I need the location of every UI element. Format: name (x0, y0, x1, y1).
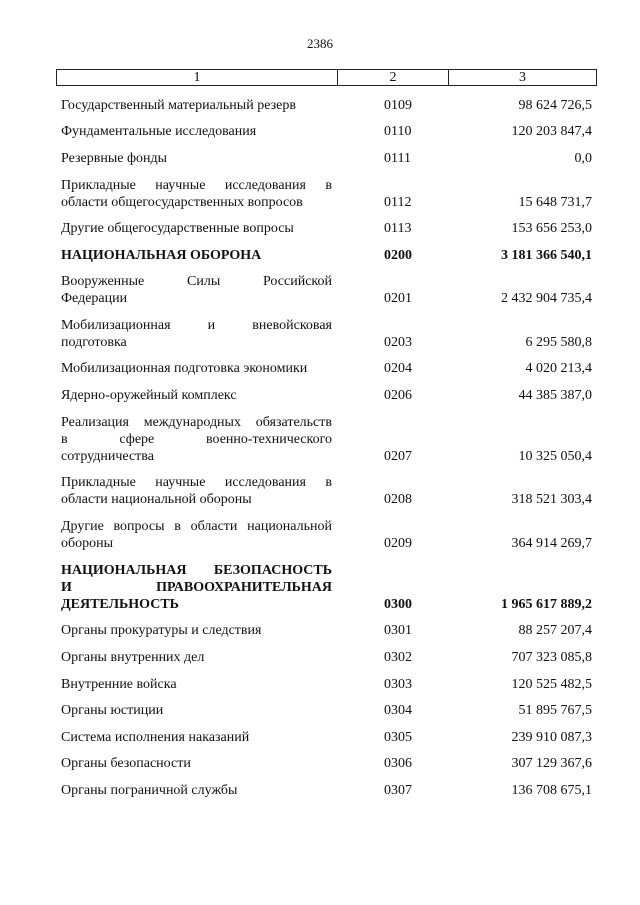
row-code: 0207 (384, 449, 412, 464)
row-name-line: Ядерно-оружейный комплекс (61, 388, 237, 403)
row-name-line: Резервные фонды (61, 151, 168, 166)
row-name-line: Прикладные научные исследования в (61, 178, 332, 193)
row-name-line: обороны (61, 536, 114, 551)
row-name (61, 676, 332, 693)
row-amount: 239 910 087,3 (511, 730, 592, 745)
table-header (56, 69, 597, 86)
row-code: 0301 (384, 623, 412, 638)
row-amount: 2 432 904 735,4 (501, 291, 592, 306)
row-name (61, 247, 332, 264)
row-name-line: Органы пограничной службы (61, 783, 238, 798)
row-name (61, 387, 332, 404)
row-amount: 307 129 367,6 (511, 756, 592, 771)
row-code: 0209 (384, 536, 412, 551)
row-name-line: Внутренние войска (61, 677, 177, 692)
row-code: 0303 (384, 677, 412, 692)
row-name-line: Другие вопросы в области национальной (61, 519, 332, 534)
row-code: 0200 (384, 248, 412, 263)
row-name-line: Прикладные научные исследования в (61, 475, 332, 490)
row-name-line: И ПРАВООХРАНИТЕЛЬНАЯ (61, 580, 332, 595)
row-code: 0203 (384, 335, 412, 350)
row-name (61, 150, 332, 167)
row-amount: 3 181 366 540,1 (501, 248, 592, 263)
row-name-line: Органы внутренних дел (61, 650, 205, 665)
row-amount: 120 525 482,5 (511, 677, 592, 692)
row-amount: 6 295 580,8 (525, 335, 592, 350)
row-name (61, 273, 332, 307)
row-amount: 10 325 050,4 (518, 449, 592, 464)
row-code: 0110 (384, 124, 412, 139)
row-amount: 98 624 726,5 (518, 98, 592, 113)
row-amount: 136 708 675,1 (511, 783, 592, 798)
row-amount: 120 203 847,4 (511, 124, 592, 139)
row-name-line: Мобилизационная подготовка экономики (61, 361, 308, 376)
row-name (61, 622, 332, 639)
row-name (61, 702, 332, 719)
column-header-2: 2 (338, 70, 449, 85)
row-name-line: в сфере военно-технического (61, 432, 332, 447)
row-name-line: Мобилизационная и вневойсковая (61, 318, 332, 333)
row-code: 0201 (384, 291, 412, 306)
row-name-line: области общегосударственных вопросов (61, 195, 303, 210)
row-name (61, 782, 332, 799)
row-name (61, 729, 332, 746)
page-number: 2386 (307, 36, 333, 51)
row-name (61, 562, 332, 613)
row-name-line: НАЦИОНАЛЬНАЯ ОБОРОНА (61, 248, 262, 263)
row-name (61, 317, 332, 351)
column-header-1: 1 (57, 70, 338, 85)
row-name-line: НАЦИОНАЛЬНАЯ БЕЗОПАСНОСТЬ (61, 563, 332, 578)
row-name-line: Федерации (61, 291, 128, 306)
row-amount: 0,0 (574, 151, 592, 166)
row-name-line: Другие общегосударственные вопросы (61, 221, 294, 236)
row-amount: 4 020 213,4 (525, 361, 592, 376)
row-name-line: Вооруженные Силы Российской (61, 274, 332, 289)
row-amount: 51 895 767,5 (518, 703, 592, 718)
row-name-line: Органы безопасности (61, 756, 191, 771)
column-header-3: 3 (519, 69, 526, 85)
row-name (61, 360, 332, 377)
row-name-line: области национальной обороны (61, 492, 252, 507)
row-code: 0300 (384, 597, 412, 612)
row-name (61, 123, 332, 140)
row-name-line: Органы прокуратуры и следствия (61, 623, 262, 638)
row-name (61, 474, 332, 508)
row-code: 0113 (384, 221, 412, 236)
row-code: 0305 (384, 730, 412, 745)
row-name-line: подготовка (61, 335, 127, 350)
row-name (61, 97, 332, 114)
row-name (61, 649, 332, 666)
row-amount: 88 257 207,4 (518, 623, 592, 638)
row-code: 0204 (384, 361, 412, 376)
row-code: 0111 (384, 151, 411, 166)
row-name (61, 220, 332, 237)
row-name-line: Государственный материальный резерв (61, 98, 296, 113)
row-name (61, 414, 332, 465)
row-amount: 364 914 269,7 (511, 536, 592, 551)
row-code: 0304 (384, 703, 412, 718)
row-name (61, 518, 332, 552)
row-code: 0112 (384, 195, 412, 210)
row-amount: 153 656 253,0 (511, 221, 592, 236)
row-name-line: Система исполнения наказаний (61, 730, 250, 745)
row-amount: 707 323 085,8 (511, 650, 592, 665)
row-code: 0109 (384, 98, 412, 113)
row-code: 0307 (384, 783, 412, 798)
row-code: 0206 (384, 388, 412, 403)
row-name-line: ДЕЯТЕЛЬНОСТЬ (61, 597, 179, 612)
row-code: 0306 (384, 756, 412, 771)
row-amount: 318 521 303,4 (511, 492, 592, 507)
row-amount: 15 648 731,7 (518, 195, 592, 210)
row-amount: 44 385 387,0 (518, 388, 592, 403)
row-code: 0302 (384, 650, 412, 665)
row-name-line: Реализация международных обязательств (61, 415, 332, 430)
row-code: 0208 (384, 492, 412, 507)
row-name-line: Органы юстиции (61, 703, 164, 718)
row-name-line: сотрудничества (61, 449, 154, 464)
row-name-line: Фундаментальные исследования (61, 124, 257, 139)
row-amount: 1 965 617 889,2 (501, 597, 592, 612)
row-name (61, 755, 332, 772)
row-name (61, 177, 332, 211)
